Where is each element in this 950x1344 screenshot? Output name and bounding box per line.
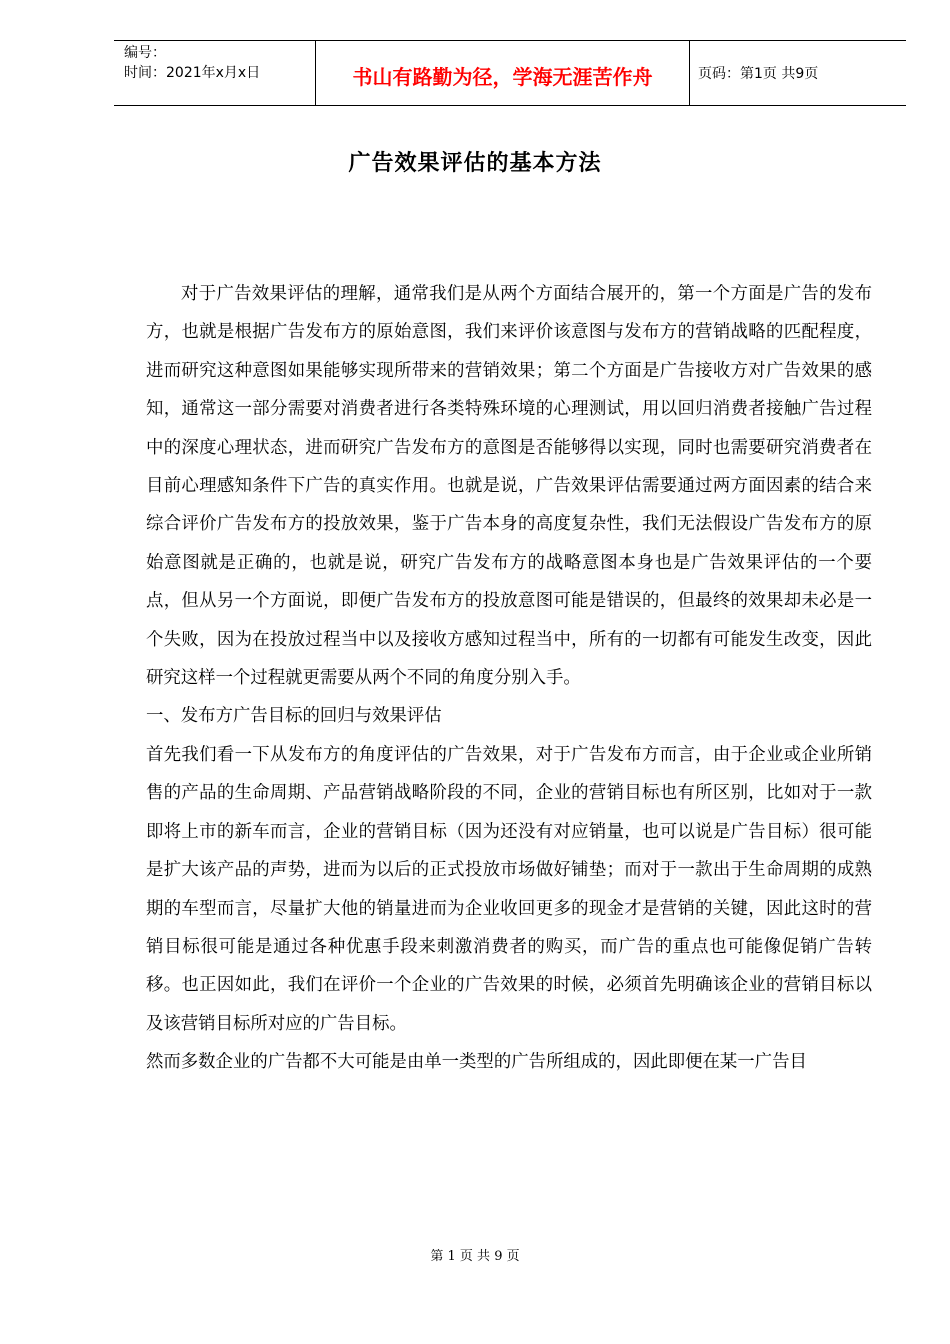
document-title: 广告效果评估的基本方法: [348, 151, 602, 176]
paragraph-section-1: 首先我们看一下从发布方的角度评估的广告效果，对于广告发布方而言，由于企业或企业所销售的产品的生命周期、产品营销战略阶段的不同，企业的营销目标也有所区别，比如对于一款即将上市的新车而言，企业的营销目标（因为还没有对应销量，也可以说是广告目标）很可能是扩大该产品的声势，进而为以后的正式投放市场做好铺垫；而对于一款出于生命周期的成熟期的车型而言，尽量扩大他的销量进而为企业收回更多的现金才是营销的关键，因此这时的营销目标很可能是通过各种优惠手段来刺激消费者的购买，而广告的重点也可能像促销广告转移。也正因如此，我们在评价一个企业的广告效果的时候，必须首先明确该企业的营销目标以及该营销目标所对应的广告目标。: [146, 744, 872, 1034]
number-label: 编号：: [124, 45, 166, 61]
header-table: [114, 40, 906, 106]
section-heading-1: 一、发布方广告目标的回归与效果评估: [146, 706, 442, 727]
paragraph-continued: 然而多数企业的广告都不大可能是由单一类型的广告所组成的，因此即便在某一广告目: [146, 1052, 807, 1073]
header-motto: 书山有路勤为径，学海无涯苦作舟: [316, 41, 690, 105]
header-page-label: 页码：第1页 共9页: [698, 66, 819, 82]
page-footer: 第 1 页 共 9 页: [430, 1249, 520, 1264]
time-label: 时间：2021年x月x日: [124, 65, 261, 81]
document-body: [146, 275, 872, 1082]
header-meta-cell: [114, 41, 316, 105]
paragraph-intro: 对于广告效果评估的理解，通常我们是从两个方面结合展开的，第一个方面是广告的发布方，也就是根据广告发布方的原始意图，我们来评价该意图与发布方的营销战略的匹配程度，进而研究这种意图如果能够实现所带来的营销效果；第二个方面是广告接收方对广告效果的感知，通常这一部分需要对消费者进行各类特殊环境的心理测试，用以回归消费者接触广告过程中的深度心理状态，进而研究广告发布方的意图是否能够得以实现，同时也需要研究消费者在目前心理感知条件下广告的真实作用。也就是说，广告效果评估需要通过两方面因素的结合来综合评价广告发布方的投放效果，鉴于广告本身的高度复杂性，我们无法假设广告发布方的原始意图就是正确的，也就是说，研究广告发布方的战略意图本身也是广告效果评估的一个要点，但从另一个方面说，即便广告发布方的投放意图可能是错误的，但最终的效果却未必是一个失败，因为在投放过程当中以及接收方感知过程当中，所有的一切都有可能发生改变，因此研究这样一个过程就更需要从两个不同的角度分别入手。: [146, 284, 872, 689]
